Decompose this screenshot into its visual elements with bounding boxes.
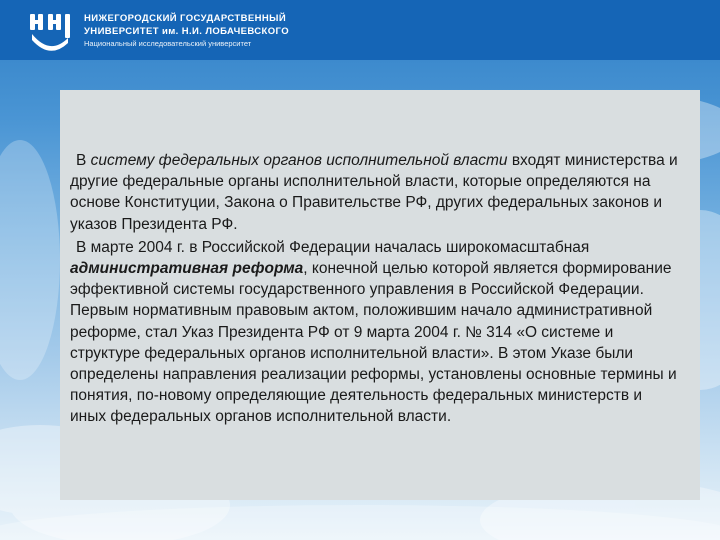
slide-body [60, 150, 682, 428]
paragraph1-lead: В [76, 152, 91, 169]
nngu-logo-icon [28, 10, 74, 54]
university-subtitle: Национальный исследовательский университет [84, 39, 252, 48]
paragraph2-bold-term: административная реформа [70, 260, 304, 278]
paragraph1-rest: входят министерства и другие федеральные органы исполнительной власти, которые определяются на основе Конституции, Закона о Правительстве РФ, других федеральных законов и указов Президента РФ. [70, 152, 678, 233]
university-name-line2: УНИВЕРСИТЕТ им. Н.И. ЛОБАЧЕВСКОГО [84, 26, 289, 37]
paragraph-executive-bodies [60, 150, 682, 235]
university-name [84, 12, 289, 49]
paragraph-administrative-reform [60, 237, 682, 428]
university-name-line1: НИЖЕГОРОДСКИЙ ГОСУДАРСТВЕННЫЙ [84, 13, 287, 24]
paragraph2-lead: В марте 2004 г. в Российской Федерации началась широкомасштабная [76, 238, 590, 256]
paragraph1-italic-term: систему федеральных органов исполнительной власти [90, 152, 508, 169]
paragraph2-rest: , конечной целью которой является формирование эффективной системы государственного управления в Российской Федерации. Первым нормативным правовым актом, положившим начало административной реформе, стал Указ Президента РФ от 9 марта 2004 г. № 314 «О системе и структуре федеральных органов исполнительной власти». В этом Указе были определены направления реализации реформы, установлены основные термины и понятия, по-новому определяющие деятельность федеральных министерств и иных федеральных органов исполнительной власти. [70, 260, 677, 426]
